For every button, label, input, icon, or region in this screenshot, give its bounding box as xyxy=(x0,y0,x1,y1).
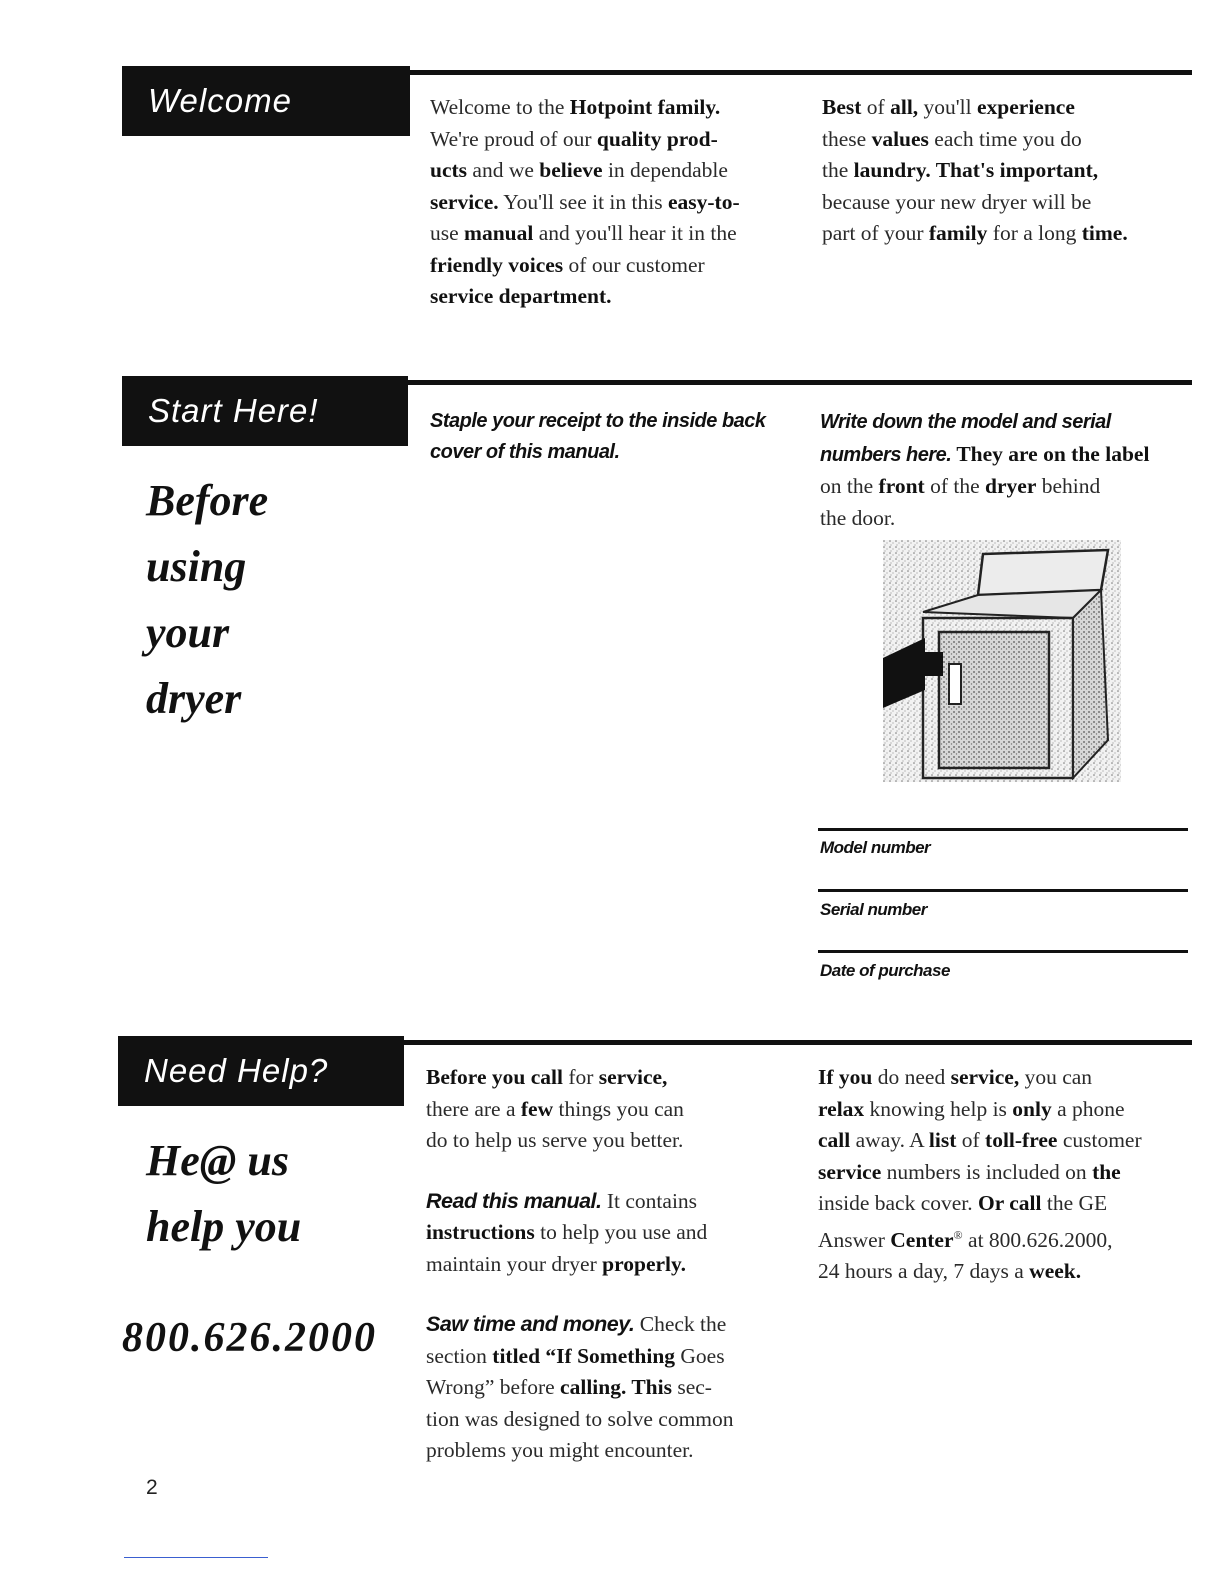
emphasis-text: friendly voices xyxy=(430,252,564,277)
help-heading-line: He@ us xyxy=(146,1136,289,1185)
emphasis-text: only xyxy=(1012,1096,1052,1121)
emphasis-text: easy-to- xyxy=(667,189,740,214)
page-number: 2 xyxy=(146,1476,158,1499)
write-down-block xyxy=(820,406,1195,534)
model-number-line xyxy=(818,828,1188,831)
serial-number-line xyxy=(818,889,1188,892)
emphasis-text: the xyxy=(1092,1159,1121,1184)
serial-number-label: Serial number xyxy=(820,900,927,919)
emphasis-text: service department. xyxy=(430,284,612,308)
emphasis-text: service, xyxy=(598,1065,668,1089)
emphasis-text: Before you call xyxy=(426,1065,563,1089)
date-of-purchase-label: Date of purchase xyxy=(820,961,950,980)
welcome-col2: Best of all, you'll experience these values each time you do the laundry. That's important, because your new dryer will be part of your family for a long time. xyxy=(822,95,1128,245)
date-of-purchase-line xyxy=(818,950,1188,953)
emphasis-text: service, xyxy=(950,1065,1020,1089)
emphasis-text: Read this manual. xyxy=(426,1188,602,1213)
emphasis-text: manual xyxy=(464,221,534,245)
emphasis-text: ® xyxy=(953,1227,963,1242)
footer-link-rule xyxy=(124,1557,268,1558)
emphasis-text: all, xyxy=(890,95,919,119)
emphasis-text: quality prod- xyxy=(596,126,718,151)
emphasis-text: Hotpoint family. xyxy=(569,95,721,119)
emphasis-text: values xyxy=(871,126,929,151)
start-heading-line: using xyxy=(146,542,247,591)
start-heading-line: Before xyxy=(146,476,269,525)
start-tab xyxy=(122,376,408,446)
emphasis-text: instructions xyxy=(426,1220,535,1244)
emphasis-text: ucts xyxy=(430,158,468,182)
write-down-body: They are on the label on the front of the dryer behind the door. xyxy=(820,441,1150,530)
emphasis-text: Center xyxy=(890,1227,954,1252)
help-side-heading xyxy=(146,1128,301,1260)
read-manual-paragraph: Read this manual. It contains instructions to help you use and maintain your dryer properly. xyxy=(426,1188,708,1276)
emphasis-text: They are on the label xyxy=(951,441,1150,466)
save-time-paragraph: Saw time and money. Check the section titled “If Something Goes Wrong” before calling. This sec- tion was designed to solve common problems you might encounter. xyxy=(426,1312,734,1462)
staple-note: Staple your receipt to the inside back cover of this manual. xyxy=(430,410,766,463)
welcome-tab xyxy=(122,66,410,136)
emphasis-text: dryer xyxy=(985,474,1037,498)
emphasis-text: calling. This xyxy=(560,1375,672,1399)
emphasis-text: relax xyxy=(818,1096,865,1121)
emphasis-text: front xyxy=(878,474,925,498)
emphasis-text: believe xyxy=(539,158,603,182)
emphasis-text: Saw xyxy=(426,1312,473,1336)
emphasis-text: service. xyxy=(430,189,499,214)
start-side-heading xyxy=(146,468,268,732)
welcome-col1: Welcome to the Hotpoint family. We're proud of our quality prod- ucts and we believe in dependable service. You'll see it in this easy-to- use manual and you'll hear it in the friendly voices of our customer service department. xyxy=(430,95,740,308)
emphasis-text: toll-free xyxy=(985,1128,1058,1152)
help-col2: If you do need service, you can relax knowing help is only a phone call away. A list of toll-free customer service numbers is included on the inside back cover. Or call the GE Answer Center® at 800.626.2000, 24 hours a day, 7 days a week. xyxy=(818,1065,1142,1284)
emphasis-text: Or call xyxy=(978,1191,1042,1215)
emphasis-text: If you xyxy=(818,1065,873,1089)
before-you-call-paragraph: Before you call for service, there are a few things you can do to help us serve you better. xyxy=(426,1065,684,1152)
emphasis-text: week. xyxy=(1029,1259,1082,1284)
start-heading-line: dryer xyxy=(146,674,242,723)
emphasis-text: Best xyxy=(822,95,862,119)
welcome-tab-label: Welcome xyxy=(148,82,292,119)
dryer-illustration xyxy=(883,540,1121,782)
help-tab-label: Need Help? xyxy=(144,1052,329,1089)
emphasis-text: call xyxy=(818,1128,851,1152)
start-heading-line: your xyxy=(146,608,230,657)
help-tab xyxy=(118,1036,404,1106)
model-number-label: Model number xyxy=(820,838,931,857)
help-phone-number: 800.626.2000 xyxy=(122,1315,377,1361)
welcome-top-rule xyxy=(410,70,1192,75)
help-heading-line: help you xyxy=(146,1202,302,1251)
emphasis-text: service xyxy=(818,1159,882,1184)
emphasis-text: time and money. xyxy=(473,1312,635,1336)
emphasis-text: family xyxy=(928,221,988,245)
start-top-rule xyxy=(408,380,1192,385)
emphasis-text: time. xyxy=(1081,221,1128,245)
start-tab-label: Start Here! xyxy=(148,392,319,429)
emphasis-text: laundry. That's important, xyxy=(853,158,1099,182)
emphasis-text: experience xyxy=(977,95,1075,119)
emphasis-text: titled “If Something xyxy=(492,1343,676,1368)
help-col1 xyxy=(426,1062,811,1496)
emphasis-text: list xyxy=(928,1128,957,1152)
write-down-heading: Write down the model and serial numbers here. xyxy=(820,411,1111,466)
emphasis-text: few xyxy=(520,1096,554,1121)
emphasis-text: properly. xyxy=(602,1251,686,1276)
help-top-rule xyxy=(404,1040,1192,1045)
